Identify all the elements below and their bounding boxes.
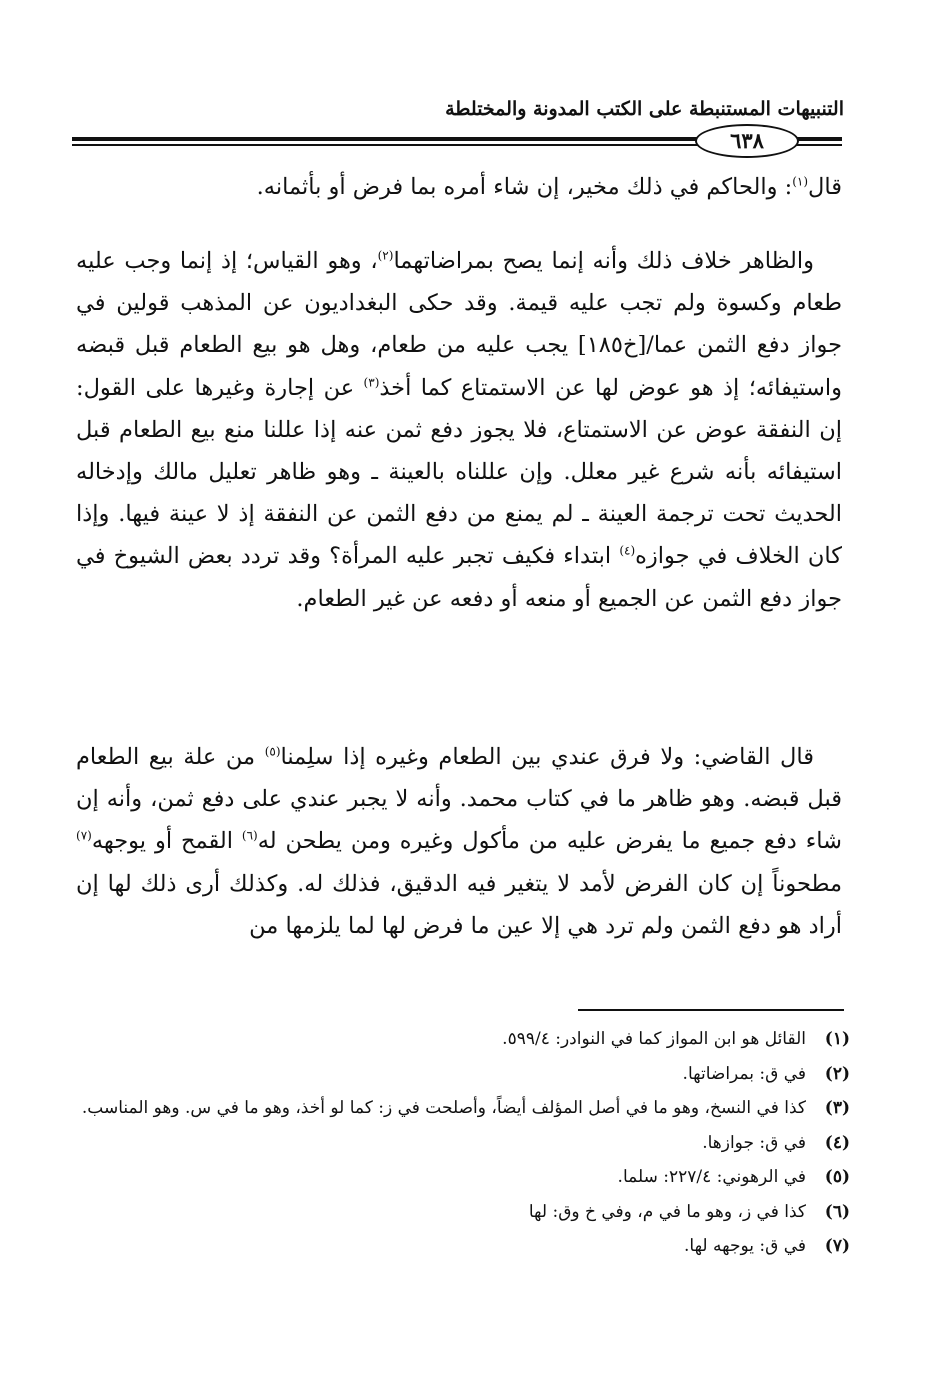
footnote-text: في ق: جوازها. <box>702 1132 806 1153</box>
paragraph-3 <box>76 736 842 947</box>
footnote-7 <box>80 1229 850 1264</box>
paragraph-2 <box>76 240 842 620</box>
footnote-number: (٤) <box>824 1132 850 1153</box>
p3-text-b: من علة بيع الطعام قبل قبضه. وهو ظاهر ما في كتاب محمد. وأنه لا يجبر عندي على دفع ثمن، وأنه إن شاء دفع جميع ما يفرض عليه من مأكول وغيره ومن يطحن له <box>76 744 842 855</box>
footnote-1 <box>80 1022 850 1057</box>
footnote-4 <box>80 1126 850 1161</box>
p3-text-c: القمح أو يوجهه <box>91 828 242 855</box>
p2-text-a: والظاهر خلاف ذلك وأنه إنما يصح بمراضاتهما <box>393 248 814 274</box>
footnote-number: (١) <box>824 1029 850 1049</box>
p3-text-d: مطحوناً إن كان الفرض لأمد لا يتغير فيه الدقيق، فذلك له. وكذلك أرى ذلك لها إن أراد هو دفع الثمن ولم ترد هي إلا عين ما فرض لها لما يلزمها من <box>76 870 842 939</box>
footnote-separator <box>578 1009 844 1011</box>
footnotes-list <box>80 1022 850 1264</box>
running-header-title: التنبيهات المستنبطة على الكتب المدونة والمختلطة <box>445 98 844 120</box>
footnote-3 <box>80 1091 850 1126</box>
footnote-text: كذا في النسخ، وهو ما في أصل المؤلف أيضاً، وأصلحت في ز: كما لو أخذ، وهو ما في س. وهو المناسب. <box>81 1098 806 1118</box>
p1-text-b: : والحاكم في ذلك مخير، إن شاء أمره بما فرض أو بأثمانه. <box>256 174 793 200</box>
footnote-ref-4: (٤) <box>619 543 636 558</box>
footnote-text: القائل هو ابن المواز كما في النوادر: ٥٩٩/٤. <box>502 1029 806 1049</box>
footnote-5 <box>80 1160 850 1195</box>
footnote-ref-6: (٦) <box>241 828 258 843</box>
footnote-ref-2: (٢) <box>377 248 394 263</box>
footnote-ref-3: (٣) <box>363 375 380 390</box>
footnote-2 <box>80 1057 850 1092</box>
footnote-number: (٦) <box>824 1201 850 1222</box>
p3-text-a: قال القاضي: ولا فرق عندي بين الطعام وغيره إذا سلِمنا <box>280 744 814 770</box>
footnote-ref-1: (١) <box>792 174 809 189</box>
p2-text-b: ، وهو القياس؛ إذ إنما وجب عليه طعام وكسوة ولم تجب عليه قيمة. وقد حكى البغداديون عن المذهب قولين في جواز دفع الثمن عما/[خ١٨٥] يجب عليه من طعام، وهل هو بيع الطعام قبل قبضه واستيفائه؛ إذ هو عوض لها عن الاستمتاع كما أخذ <box>76 248 843 401</box>
p2-text-d: ابتداء فكيف تجبر عليه المرأة؟ وقد تردد بعض الشيوخ في جواز دفع الثمن عن الجميع أو منعه أو دفعه عن غير الطعام. <box>76 543 842 612</box>
footnote-number: (٥) <box>824 1167 850 1187</box>
footnote-ref-7: (٧) <box>76 828 92 843</box>
p2-text-c: عن إجارة وغيرها على القول: إن النفقة عوض عن الاستمتاع، فلا يجوز دفع ثمن عنه إذا عللنا منع بيع الطعام قبل استيفائه بأنه شرع غير معلل. وإن عللناه بالعينة ـ وهو ظاهر تعليل مالك وإدخاله الحديث تحت ترجمة العينة ـ لم يمنع من دفع الثمن عن النفقة إذ لا عينة فيها. وإذا كان الخلاف في جوازه <box>76 374 842 570</box>
footnote-number: (٢) <box>824 1063 850 1084</box>
paragraph-1 <box>76 166 842 208</box>
footnote-text: في الرهوني: ٢٢٧/٤: سلما. <box>617 1167 806 1187</box>
footnote-text: في ق: يوجهه لها. <box>684 1236 806 1256</box>
footnote-text: كذا في ز، وهو ما في م، وفي خ وق: لها <box>528 1201 806 1222</box>
footnote-6 <box>80 1195 850 1230</box>
footnote-ref-5: (٥) <box>264 744 281 759</box>
p1-text-a: قال <box>808 174 842 200</box>
footnote-number: (٧) <box>824 1236 850 1256</box>
page-number-badge: ٦٣٨ <box>695 124 799 158</box>
footnote-text: في ق: بمراضاتها. <box>682 1063 806 1084</box>
footnote-number: (٣) <box>824 1098 850 1118</box>
